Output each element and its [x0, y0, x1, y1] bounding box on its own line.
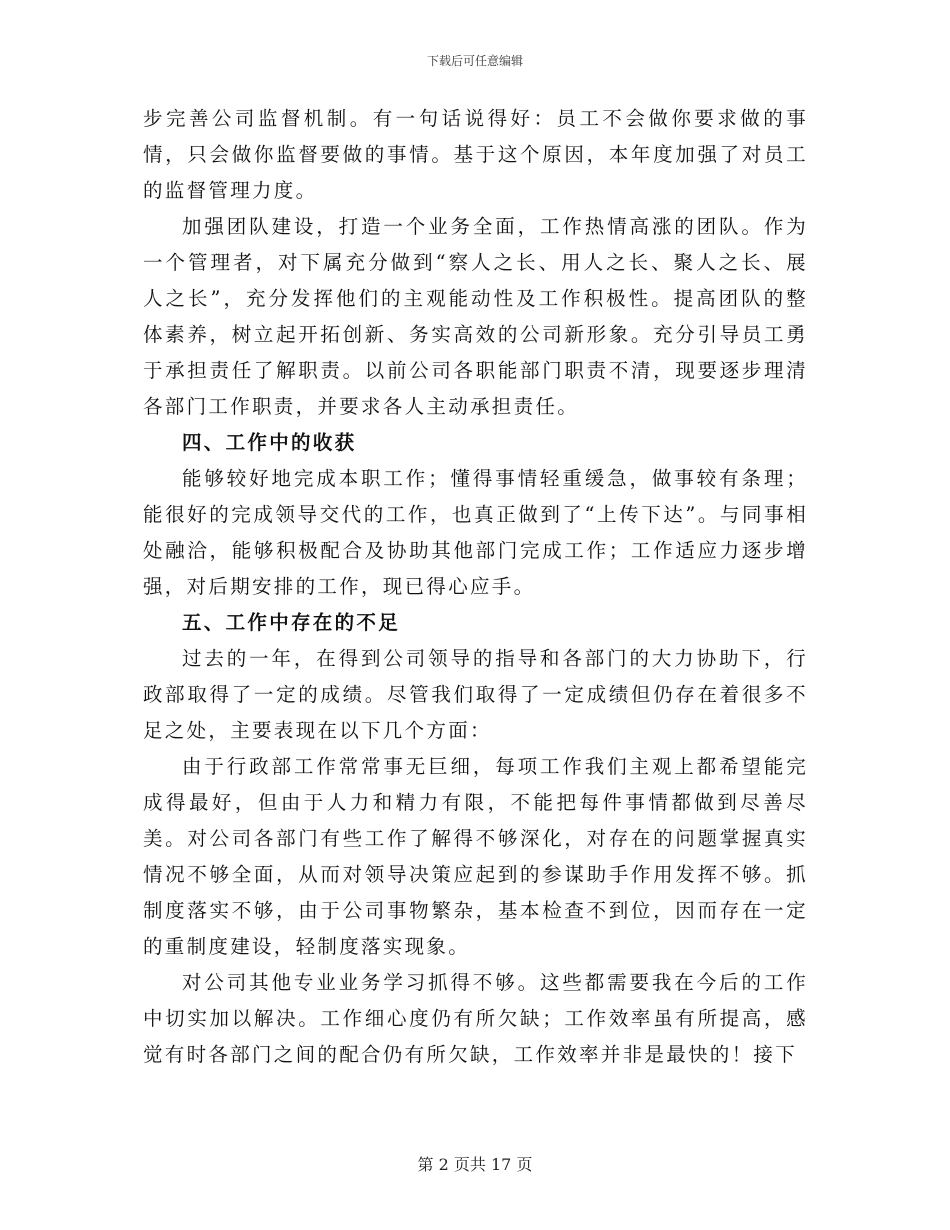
paragraph-study: 对公司其他专业业务学习抓得不够。这些都需要我在今后的工作中切实加以解决。工作细心度仍有所欠缺；工作效率虽有所提高，感觉有时各部门之间的配合仍有所欠缺，工作效率并非是最快的！接下: [143, 971, 808, 1066]
section-heading-gains: 四、工作中的收获: [182, 431, 357, 454]
paragraph-team-building: 加强团队建设，打造一个业务全面，工作热情高涨的团队。作为一个管理者，对下属充分做到“察人之长、用人之长、聚人之长、展人之长”，充分发挥他们的主观能动性及工作积极性。提高团队的整体素养，树立起开拓创新、务实高效的公司新形象。充分引导员工勇于承担责任了解职责。以前公司各职能部门职责不清，现要逐步理清各部门工作职责，并要求各人主动承担责任。: [143, 215, 808, 418]
paragraph-past-year: 过去的一年，在得到公司领导的指导和各部门的大力协助下，行政部取得了一定的成绩。尽管我们取得了一定成绩但仍存在着很多不足之处，主要表现在以下几个方面：: [143, 647, 808, 742]
page-number: 第 2 页共 17 页: [417, 1155, 533, 1174]
paragraph-admin-work: 由于行政部工作常常事无巨细，每项工作我们主观上都希望能完成得最好，但由于人力和精力有限，不能把每件事情都做到尽善尽美。对公司各部门有些工作了解得不够深化，对存在的问题掌握真实情况不够全面，从而对领导决策应起到的参谋助手作用发挥不够。抓制度落实不够，由于公司事物繁杂，基本检查不到位，因而存在一定的重制度建设，轻制度落实现象。: [143, 755, 808, 958]
section-heading-shortcomings: 五、工作中存在的不足: [182, 611, 401, 634]
paragraph-supervision: 步完善公司监督机制。有一句话说得好：员工不会做你要求做的事情，只会做你监督要做的事情。基于这个原因，本年度加强了对员工的监督管理力度。: [143, 107, 808, 202]
paragraph-gains: 能够较好地完成本职工作；懂得事情轻重缓急，做事较有条理；能很好的完成领导交代的工作，也真正做到了“上传下达”。与同事相处融洽，能够积极配合及协助其他部门完成工作；工作适应力逐步增强，对后期安排的工作，现已得心应手。: [143, 467, 808, 598]
document-body: [143, 101, 808, 1073]
page-header-note: 下载后可任意编辑: [426, 54, 523, 68]
